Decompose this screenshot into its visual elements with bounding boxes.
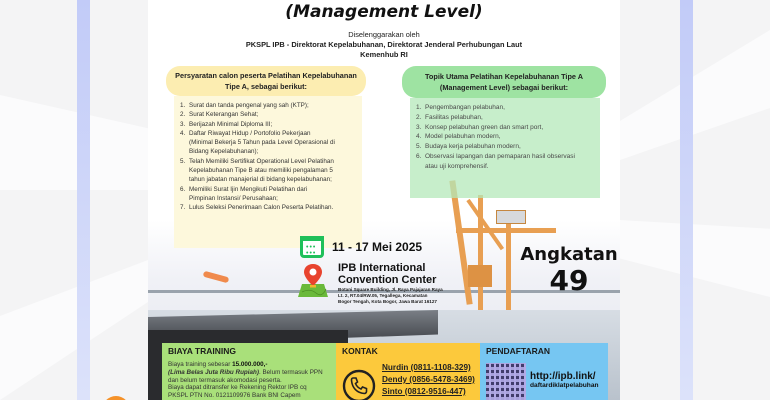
list-item [180, 185, 362, 204]
topics-list-box [410, 98, 600, 198]
address-line: Botani Square Building, Jl. Raya Pajajaran Raya [338, 287, 443, 292]
item-text: Lulus Seleksi Penerimaan Calon Peserta Pelatihan. [189, 204, 334, 212]
registration-panel [480, 343, 608, 400]
qr-code-icon[interactable] [486, 363, 526, 400]
list-item [180, 203, 362, 212]
training-poster [148, 0, 620, 400]
list-item [416, 103, 600, 113]
batch-label: Angkatan [520, 244, 618, 265]
item-number: 3. [180, 120, 186, 128]
venue-name-line: IPB International [338, 262, 426, 274]
item-number: 4. [180, 129, 186, 137]
organizer-block [148, 30, 620, 60]
list-item [416, 123, 600, 133]
item-text: Berijazah Minimal Diploma III; [189, 120, 273, 128]
page-title: (Management Level) [285, 2, 483, 22]
contact-panel [336, 343, 480, 400]
item-number: 6. [416, 152, 422, 160]
topics-list [416, 103, 600, 172]
windsock [203, 271, 230, 284]
right-accent-bar [680, 0, 693, 400]
venue-name-line: Convention Center [338, 274, 437, 286]
item-number: 3. [416, 123, 422, 131]
fee-amount: 15.000.000,- [232, 361, 268, 368]
batch-badge [518, 244, 620, 296]
item-line: Kepelabuhanan Tipe B atau memiliki pengalaman 5 [189, 167, 333, 175]
item-number: 7. [180, 204, 186, 212]
topics-heading-line: (Management Level) sebagai berikut: [439, 83, 569, 92]
registration-link[interactable] [530, 371, 599, 390]
background-stripe [620, 30, 770, 160]
fee-panel [162, 343, 336, 400]
item-number: 2. [416, 113, 422, 121]
item-line: atau uji komprehensif. [425, 162, 489, 170]
phone-icon [342, 369, 376, 400]
item-text: Surat Keterangan Sehat; [189, 111, 259, 119]
item-text: Pengembangan pelabuhan, [425, 104, 505, 111]
item-number: 1. [180, 102, 186, 109]
list-item [180, 110, 362, 119]
contact-list [382, 362, 475, 398]
item-line: Memiliki Surat Ijin Mengikuti Pelatihan dari [189, 185, 308, 193]
organizer-name: PKSPL IPB - Direktorat Kepelabuhanan, Direktorat Jenderal Perhubungan Laut [245, 40, 523, 49]
fee-title: BIAYA TRAINING [168, 346, 237, 356]
item-line: tahun jabatan manajerial di bidang kepelabuhanan; [189, 176, 332, 184]
background-stripe [0, 260, 148, 400]
fee-amount-words: (Lima Belas Juta Ribu Rupiah) [168, 368, 259, 376]
item-line: Observasi lapangan dan pemaparan hasil observasi [425, 152, 575, 160]
list-item [416, 113, 600, 123]
list-item [180, 101, 362, 110]
left-accent-bar [77, 0, 90, 400]
calendar-icon: ••• ••• [300, 236, 324, 258]
background-stripe [620, 220, 770, 330]
item-text [189, 157, 334, 185]
item-text: Model pelabuhan modern, [425, 133, 501, 141]
item-text: Fasilitas pelabuhan, [425, 113, 483, 121]
item-line: Bidang Kepelabuhanan); [189, 148, 259, 156]
list-item [180, 120, 362, 129]
registration-title: PENDAFTARAN [486, 346, 551, 356]
contact-link[interactable]: Sinto (0812-9516-447) [382, 387, 466, 396]
list-item [416, 142, 600, 152]
event-date [300, 236, 422, 258]
item-number: 4. [416, 133, 422, 141]
list-item [416, 132, 600, 142]
address-line: Bogor Tengah, Kota Bogor, Jawa Barat 16127 [338, 299, 437, 305]
requirements-heading [166, 66, 366, 96]
batch-number: 49 [549, 264, 589, 297]
topics-heading-line: Topik Utama Pelatihan Kepelabuhanan Tipe A [425, 72, 583, 81]
orange-decoration [102, 396, 130, 400]
item-number: 1. [416, 104, 422, 111]
contact-link[interactable]: Nurdin (0811-1108-329) [382, 363, 471, 372]
fee-prefix: Biaya training sebesar [168, 361, 233, 368]
item-text [189, 129, 335, 157]
item-number: 6. [180, 185, 186, 193]
contact-link[interactable]: Dendy (0856-5478-3469) [382, 375, 475, 384]
item-line: Telah Memiliki Sertifikat Operational Level Pelatihan [189, 157, 334, 165]
requirements-list [180, 101, 362, 213]
item-number: 2. [180, 111, 186, 119]
fee-transfer: Biaya dapat ditransfer ke Rekening Rektor IPB cq [168, 384, 307, 392]
registration-link-line[interactable]: http://ipb.link/ [530, 371, 596, 382]
item-text [425, 152, 575, 172]
venue-address [338, 287, 478, 306]
contact-title: KONTAK [342, 346, 378, 356]
address-line: Lt. 2, RT.04/RW.05, Tegallega, Kecamatan [338, 293, 428, 299]
item-text: Surat dan tanda pengenal yang sah (KTP); [189, 102, 309, 109]
item-number: 5. [180, 157, 186, 165]
fee-note: . Belum termasuk PPN dan belum termasuk akomodasi peserta. [168, 368, 323, 384]
event-date-text: 11 - 17 Mei 2025 [332, 240, 423, 254]
requirements-list-box [174, 96, 362, 248]
background-stripe [0, 95, 148, 190]
organizer-ministry: Kemenhub RI [360, 50, 408, 59]
item-line: (Minimal Bekerja 5 Tahun pada Level Operasional di [189, 139, 335, 147]
item-text: Konsep pelabuhan green dan smart port, [425, 123, 544, 131]
item-text [189, 185, 307, 204]
registration-link-line[interactable]: daftardiklatpelabuhan [530, 382, 599, 389]
item-text: Budaya kerja pelabuhan modern, [425, 143, 521, 151]
item-line: Daftar Riwayat Hidup / Portofolio Pekerjaan [189, 129, 311, 137]
organizer-label: Diselenggarakan oleh [348, 30, 420, 39]
list-item [180, 157, 362, 185]
requirements-heading-line: Tipe A, sebagai berikut: [225, 82, 307, 91]
list-item [416, 152, 600, 172]
map-pin-icon [298, 262, 328, 298]
item-number: 5. [416, 143, 422, 151]
item-line: Pimpinan Instansi/ Perusahaan; [189, 194, 278, 202]
fee-transfer: PKSPL PTN No. 0121109976 Bank BNI Capem [168, 392, 301, 400]
fee-description [168, 361, 330, 400]
topics-heading [402, 66, 606, 98]
requirements-heading-line: Persyaratan calon peserta Pelatihan Kepelabuhanan [175, 71, 357, 80]
venue-name [338, 262, 436, 286]
list-item [180, 129, 362, 157]
